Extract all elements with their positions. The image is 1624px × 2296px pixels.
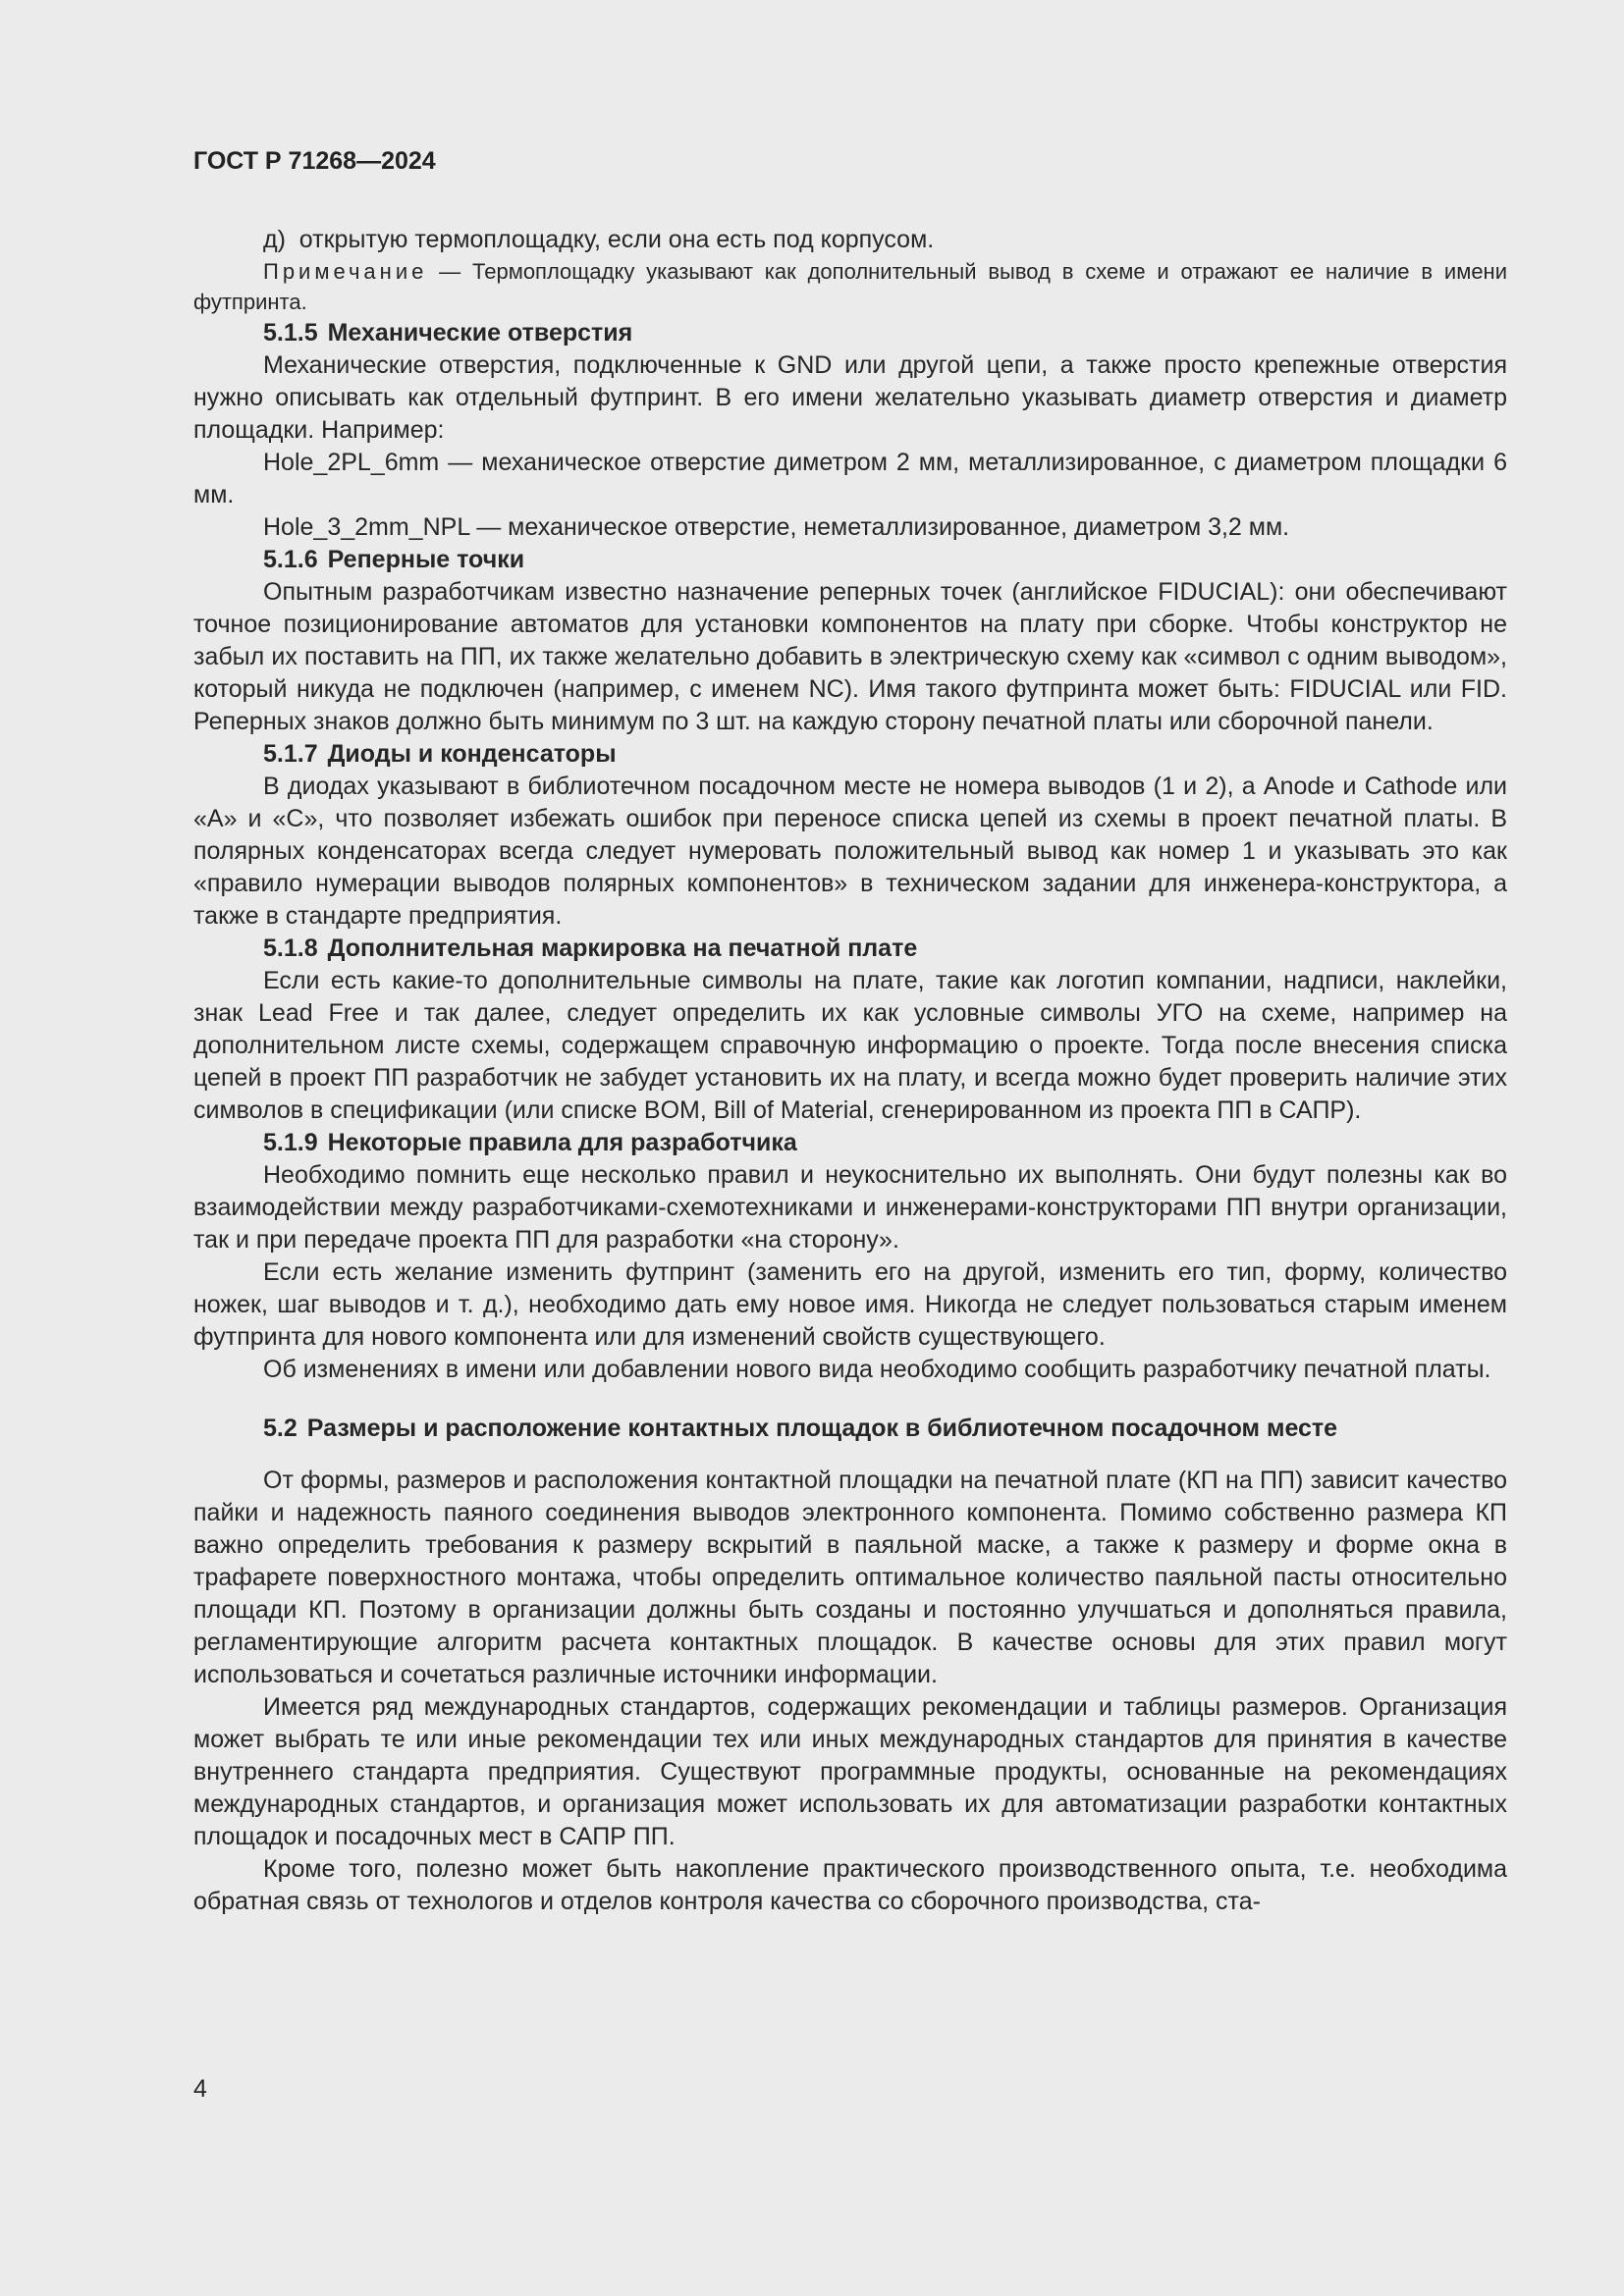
note bbox=[193, 256, 1507, 317]
section-number: 5.1.5 bbox=[263, 319, 318, 347]
paragraph: Если есть желание изменить футпринт (заменить его на другой, изменить его тип, форму, количество ножек, шаг выводов и т. д.), необходимо дать ему новое имя. Никогда не следует пользоваться старым именем футпринта для нового компонента или для изменений свойств существующего. bbox=[193, 1258, 1507, 1351]
section-heading-5-2 bbox=[193, 1413, 1507, 1445]
paragraph: Механические отверстия, подключенные к GND или другой цепи, а также просто крепежные отверстия нужно описывать как отдельный футпринт. В его имени желательно указывать диаметр отверстия и диаметр площадки. Например: bbox=[193, 351, 1507, 444]
section-number: 5.1.8 bbox=[263, 934, 318, 962]
section-title: Размеры и расположение контактных площадок в библиотечном посадочном месте bbox=[306, 1415, 1338, 1442]
section-heading-5-1-9 bbox=[193, 1127, 1507, 1159]
section-heading-5-1-5 bbox=[193, 317, 1507, 349]
paragraph: Hole_3_2mm_NPL — механическое отверстие, неметаллизированное, диаметром 3,2 мм. bbox=[263, 513, 1290, 541]
paragraph: Опытным разработчикам известно назначение реперных точек (английское FIDUCIAL): они обеспечивают точное позиционирование автоматов для установки компонентов на плату при сборке. Чтобы конструктор не забыл их поставить на ПП, их также желательно добавить в электрическую схему как «символ с одним выводом», который никуда не подключен (например, с именем NC). Имя такого футпринта может быть: FIDUCIAL или FID. Реперных знаков должно быть минимум по 3 шт. на каждую сторону печатной платы или сборочной панели. bbox=[193, 578, 1507, 735]
section-heading-5-1-6 bbox=[193, 544, 1507, 576]
section-number: 5.1.7 bbox=[263, 740, 318, 768]
paragraph: От формы, размеров и расположения контактной площадки на печатной плате (КП на ПП) зависит качество пайки и надежность паяного соединения выводов электронного компонента. Помимо собственно размера КП важно определить требования к размеру вскрытий в паяльной маске, а также к размеру и форме окна в трафарете поверхностного монтажа, чтобы определить оптимальное количество паяльной пасты относительно площади КП. Поэтому в организации должны быть созданы и постоянно улучшаться и дополняться правила, регламентирующие алгоритм расчета контактных площадок. В качестве основы для этих правил могут использоваться и сочетаться различные источники информации. bbox=[193, 1467, 1507, 1688]
paragraph: Кроме того, полезно может быть накопление практического производственного опыта, т.е. необходима обратная связь от технологов и отделов контроля качества со сборочного производства, ста- bbox=[193, 1855, 1507, 1915]
section-heading-5-1-7 bbox=[193, 738, 1507, 771]
paragraph: Об изменениях в имени или добавлении нового вида необходимо сообщить разработчику печатной платы. bbox=[263, 1356, 1491, 1383]
document-header: ГОСТ Р 71268—2024 bbox=[193, 147, 436, 175]
note-label: Примечание bbox=[263, 259, 428, 284]
paragraph: Имеется ряд международных стандартов, содержащих рекомендации и таблицы размеров. Организация может выбрать те или иные рекомендации тех или иных международных стандартов для принятия в качестве внутреннего стандарта предприятия. Существуют программные продукты, основанные на рекомендациях международных стандартов, и организация может использовать их для автоматизации разработки контактных площадок и посадочных мест в САПР ПП. bbox=[193, 1693, 1507, 1850]
paragraph: В диодах указывают в библиотечном посадочном месте не номера выводов (1 и 2), а Anode и Cathode или «А» и «С», что позволяет избежать ошибок при переносе списка цепей из схемы в проект печатной платы. В полярных конденсаторах всегда следует нумеровать положительный вывод как номер 1 и указывать это как «правило нумерации выводов полярных компонентов» в техническом задании для инженера-конструктора, а также в стандарте предприятия. bbox=[193, 773, 1507, 930]
section-number: 5.1.9 bbox=[263, 1129, 318, 1156]
section-title: Диоды и конденсаторы bbox=[327, 740, 617, 768]
section-number: 5.2 bbox=[263, 1415, 298, 1442]
section-title: Механические отверстия bbox=[327, 319, 633, 347]
section-heading-5-1-8 bbox=[193, 933, 1507, 965]
section-title: Реперные точки bbox=[327, 546, 525, 573]
note-text: — Термоплощадку указывают как дополнительный вывод в схеме и отражают ее наличие в имени футпринта. bbox=[193, 259, 1507, 314]
paragraph: Необходимо помнить еще несколько правил и неукоснительно их выполнять. Они будут полезны как во взаимодействии между разработчиками-схемотехниками и инженерами-конструкторами ПП внутри организации, так и при передаче проекта ПП для разработки «на сторону». bbox=[193, 1161, 1507, 1254]
paragraph: Hole_2PL_6mm — механическое отверстие диметром 2 мм, металлизированное, с диаметром площадки 6 мм. bbox=[193, 449, 1507, 508]
paragraph: Если есть какие-то дополнительные символы на плате, такие как логотип компании, надписи, наклейки, знак Lead Free и так далее, следует определить их как условные символы УГО на схеме, например на дополнительном листе схемы, содержащем справочную информацию о проекте. Тогда после внесения списка цепей в проект ПП разработчик не забудет установить их на плату, и всегда можно будет проверить наличие этих символов в спецификации (или списке BOM, Bill of Material, сгенерированном из проекта ПП в САПР). bbox=[193, 967, 1507, 1124]
section-title: Некоторые правила для разработчика bbox=[327, 1129, 797, 1156]
document-body bbox=[193, 224, 1507, 1918]
section-title: Дополнительная маркировка на печатной плате bbox=[327, 934, 918, 962]
page-number: 4 bbox=[193, 2075, 207, 2103]
section-number: 5.1.6 bbox=[263, 546, 318, 573]
list-item-d: д) открытую термоплощадку, если она есть под корпусом. bbox=[263, 226, 935, 253]
